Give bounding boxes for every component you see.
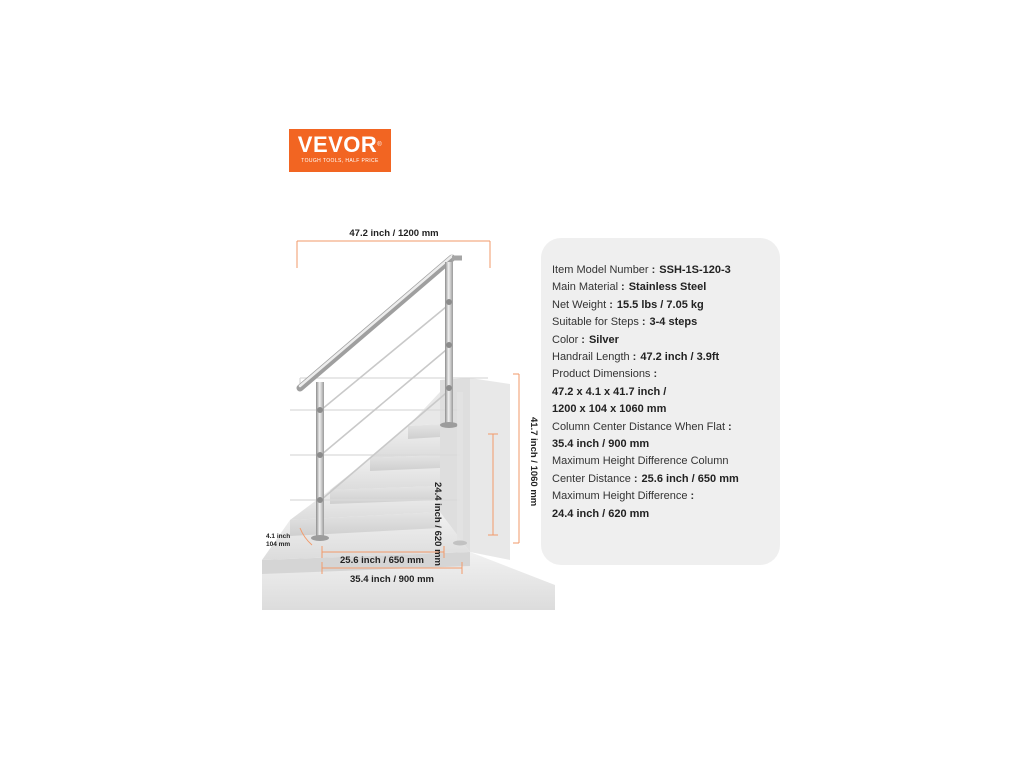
spec-value: 25.6 inch / 650 mm xyxy=(641,472,739,485)
spec-value: 35.4 inch / 900 mm xyxy=(552,438,650,451)
spec-line xyxy=(552,366,780,383)
spec-line xyxy=(552,297,780,314)
spec-separator: : xyxy=(653,368,658,381)
railing-illustration xyxy=(255,220,555,610)
spec-label: Main Material xyxy=(552,281,619,294)
spec-line xyxy=(552,419,780,436)
dimension-total-height: 41.7 inch / 1060 mm xyxy=(528,417,539,507)
spec-line xyxy=(552,453,780,470)
spec-label: Suitable for Steps xyxy=(552,316,639,329)
spec-value: Stainless Steel xyxy=(628,281,707,294)
spec-label: Maximum Height Difference Column xyxy=(552,455,729,468)
spec-line xyxy=(552,332,780,349)
spec-separator: : xyxy=(609,298,613,311)
spec-line xyxy=(552,506,780,523)
brand-wordmark: VEVOR® xyxy=(297,132,383,157)
dimension-height-difference: 24.4 inch / 620 mm xyxy=(432,482,443,566)
handrail xyxy=(300,256,462,388)
spec-line xyxy=(552,262,780,279)
spec-value: 47.2 inch / 3.9ft xyxy=(640,351,720,364)
spec-value: 3-4 steps xyxy=(649,316,698,329)
dimension-base-width xyxy=(266,533,290,549)
spec-value: 47.2 x 4.1 x 41.7 inch / xyxy=(552,385,667,398)
spec-value: Silver xyxy=(588,333,619,346)
spec-separator: : xyxy=(641,316,646,329)
spec-separator: : xyxy=(633,472,638,485)
spec-label: Item Model Number xyxy=(552,264,649,276)
spec-separator: : xyxy=(581,333,585,346)
dimension-post-spacing-inner: 25.6 inch / 650 mm xyxy=(340,555,424,566)
spec-line xyxy=(552,384,780,401)
spec-value: 1200 x 104 x 1060 mm xyxy=(552,403,667,416)
spec-value: SSH-1S-120-3 xyxy=(659,264,731,276)
dimension-handrail-length: 47.2 inch / 1200 mm xyxy=(349,228,439,239)
spec-card xyxy=(541,238,780,565)
spec-line xyxy=(552,314,780,331)
brand-logo xyxy=(289,129,391,172)
dimension-post-spacing-outer: 35.4 inch / 900 mm xyxy=(350,574,434,585)
spec-separator: : xyxy=(632,351,637,364)
spec-line xyxy=(552,471,780,488)
spec-label: Column Center Distance When Flat xyxy=(552,420,726,433)
dimension-base-width-mm: 104 mm xyxy=(266,541,291,548)
spec-label: Maximum Height Difference xyxy=(552,490,688,503)
spec-value: 15.5 lbs / 7.05 kg xyxy=(616,298,704,311)
spec-label: Product Dimensions xyxy=(552,368,651,381)
spec-line xyxy=(552,401,780,418)
spec-line xyxy=(552,436,780,453)
spec-value: 24.4 inch / 620 mm xyxy=(552,507,650,520)
spec-label: Color xyxy=(552,333,579,346)
spec-line xyxy=(552,349,780,366)
spec-line xyxy=(552,279,780,296)
spec-label: Center Distance xyxy=(552,472,631,485)
spec-line xyxy=(552,488,780,505)
spec-separator: : xyxy=(621,281,625,294)
brand-tagline: TOUGH TOOLS, HALF PRICE xyxy=(301,158,379,164)
spec-label: Net Weight xyxy=(552,298,607,311)
spec-separator: : xyxy=(728,420,732,433)
spec-separator: : xyxy=(651,264,656,276)
dimension-base-width-inch: 4.1 inch xyxy=(266,533,291,540)
spec-separator: : xyxy=(690,490,695,503)
spec-label: Handrail Length xyxy=(552,351,630,364)
